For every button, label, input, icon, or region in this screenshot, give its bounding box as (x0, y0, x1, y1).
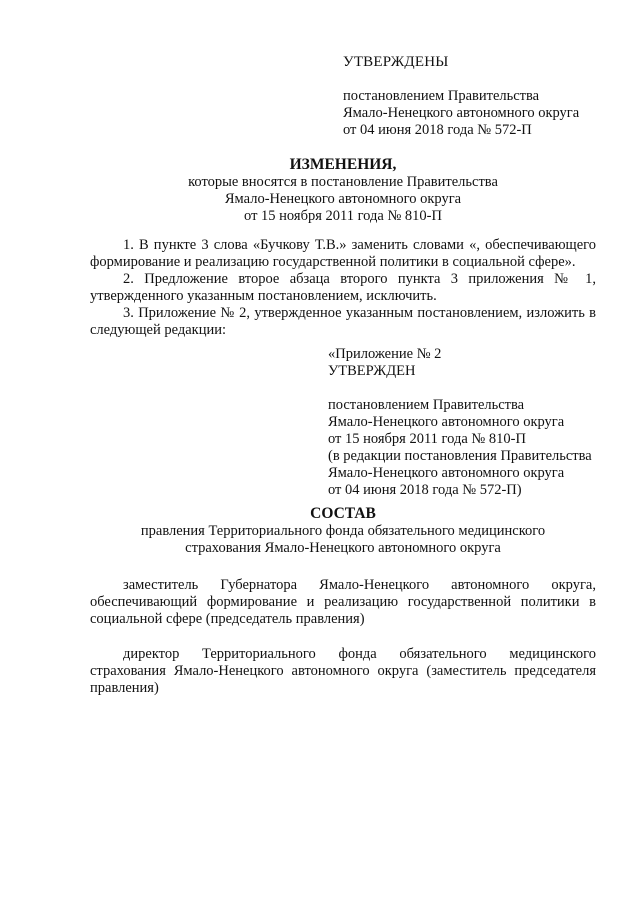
changes-subtitle-line: Ямало-Ненецкого автономного округа (224, 191, 462, 207)
appendix-line: от 04 июня 2018 года № 572-П) (328, 482, 522, 498)
appendix-label: «Приложение № 2 (328, 346, 442, 362)
changes-title: ИЗМЕНЕНИЯ, (289, 156, 397, 173)
approval-line: от 04 июня 2018 года № 572-П (343, 122, 532, 138)
appendix-approved: УТВЕРЖДЕН (328, 363, 416, 379)
appendix-line: Ямало-Ненецкого автономного округа (328, 414, 565, 430)
member-item: заместитель Губернатора Ямало-Ненецкого автономного округа, обеспечивающий формирование и реализацию государственной политики в социальной сфере (председатель правления) (90, 577, 596, 627)
changes-body (90, 237, 596, 339)
changes-subtitle-line: которые вносятся в постановление Правительства (188, 174, 498, 190)
member-item: директор Территориального фонда обязательного медицинского страхования Ямало-Ненецкого автономного округа (заместитель председателя правления) (90, 646, 596, 696)
changes-subtitle-line: от 15 ноября 2011 года № 810-П (244, 208, 442, 224)
composition-subtitle-line: страхования Ямало-Ненецкого автономного округа (185, 540, 501, 556)
appendix-line: постановлением Правительства (328, 397, 525, 413)
appendix-line: от 15 ноября 2011 года № 810-П (328, 431, 526, 447)
composition-title: СОСТАВ (310, 505, 376, 522)
appendix-stamp (328, 346, 618, 499)
composition-subtitle-line: правления Территориального фонда обязательного медицинского (140, 523, 546, 539)
approval-stamp (343, 54, 623, 139)
paragraph-2: 2. Предложение второе абзаца второго пункта 3 приложения № 1, утвержденного указанным постановлением, исключить. (90, 271, 596, 304)
approval-line: Ямало-Ненецкого автономного округа (343, 105, 580, 121)
approval-line: постановлением Правительства (343, 88, 540, 104)
paragraph-3: 3. Приложение № 2, утвержденное указанным постановлением, изложить в следующей редакции: (90, 305, 596, 338)
changes-heading (90, 156, 596, 225)
composition-heading (90, 505, 596, 557)
paragraph-1: 1. В пункте 3 слова «Бучкову Т.В.» заменить словами «, обеспечивающего формирование и реализацию государственной политики в социальной сфере». (90, 237, 596, 270)
appendix-line: Ямало-Ненецкого автономного округа (328, 465, 565, 481)
appendix-line: (в редакции постановления Правительства (328, 448, 592, 464)
approval-title: УТВЕРЖДЕНЫ (343, 54, 449, 70)
members-list (90, 577, 596, 715)
